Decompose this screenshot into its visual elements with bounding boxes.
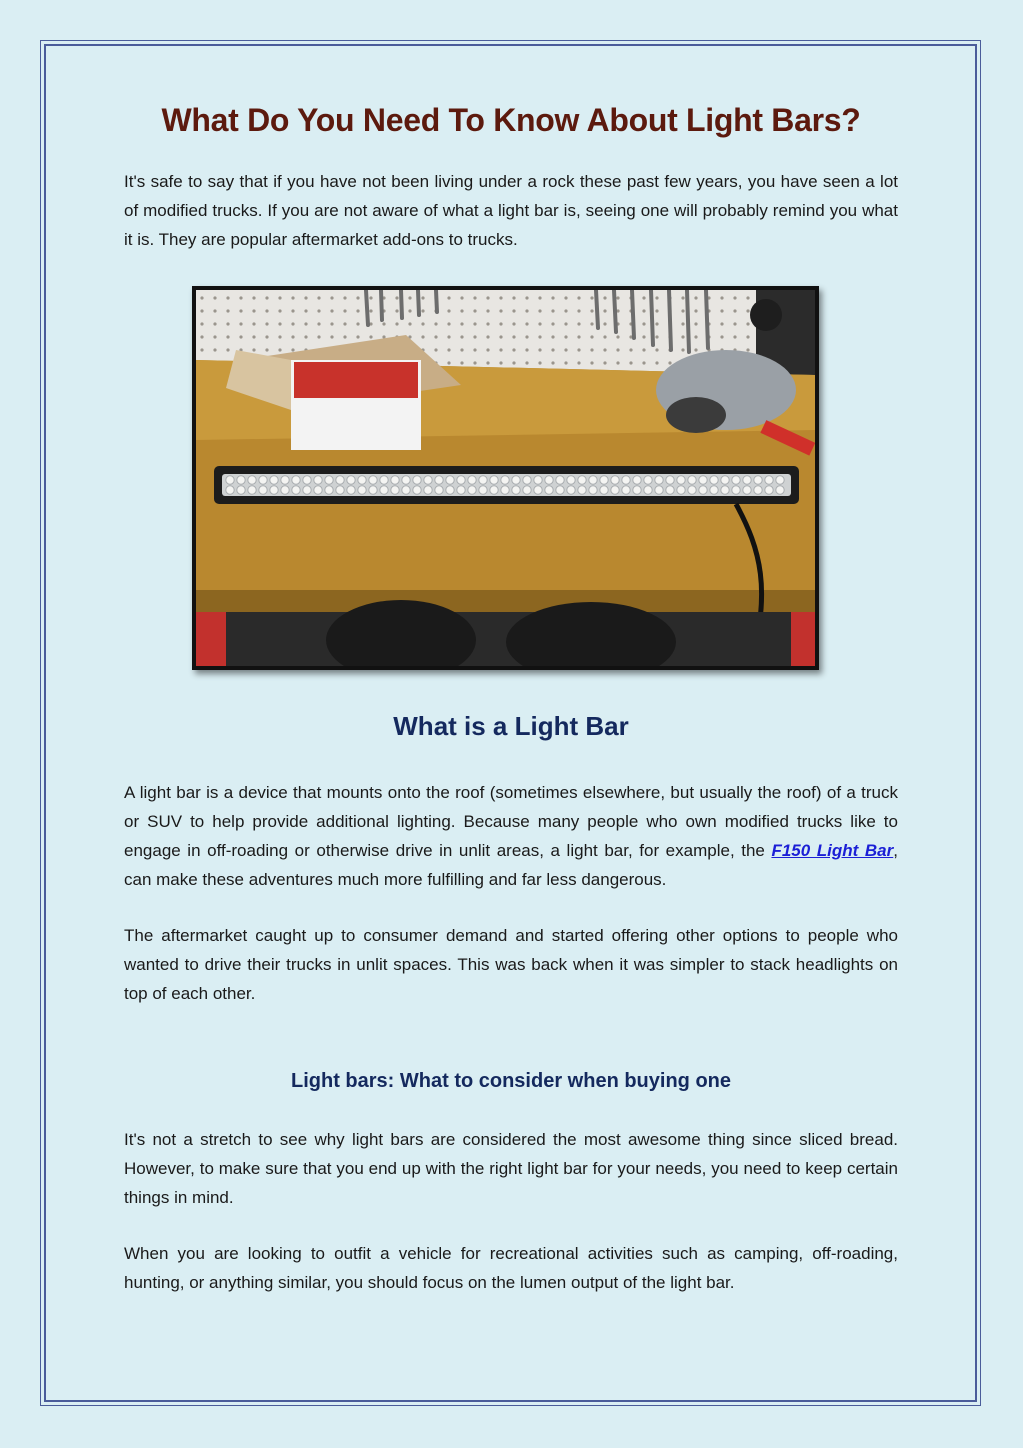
page-title: What Do You Need To Know About Light Bars? (161, 102, 861, 138)
f150-light-bar-link[interactable]: F150 Light Bar (771, 841, 894, 860)
paragraph-text: , can make these adventures much more fulfilling and far less dangerous. (124, 841, 898, 889)
document-body (124, 96, 898, 254)
section-subheading: Light bars: What to consider when buying one (291, 1070, 731, 1092)
paragraph-text: A light bar is a device that mounts onto the roof (sometimes elsewhere, but usually the roof) of a truck or SUV to help provide additional lighting. Because many people who own modified trucks like to engage in off-roading or otherwise drive in unlit areas, a light bar, for example, the (124, 783, 898, 860)
intro-paragraph: It's safe to say that if you have not been living under a rock these past few years, you have seen a lot of modified trucks. If you are not aware of what a light bar is, seeing one will probably remind you what it is. They are popular aftermarket add-ons to trucks. (124, 172, 898, 249)
section-heading: What is a Light Bar (393, 711, 629, 741)
paragraph (124, 778, 898, 894)
paragraph: The aftermarket caught up to consumer demand and started offering other options to people who wanted to drive their trucks in unlit spaces. This was back when it was simpler to stack headlights on top of each other. (124, 926, 898, 1003)
light-bar-photo-illustration (196, 290, 815, 666)
paragraph: It's not a stretch to see why light bars are considered the most awesome thing since sliced bread. However, to make sure that you end up with the right light bar for your needs, you need to keep certain things in mind. (124, 1130, 898, 1207)
section-buying-considerations (124, 1066, 898, 1297)
light-bar-photo (192, 286, 819, 670)
section-what-is-light-bar (124, 706, 898, 1008)
paragraph: When you are looking to outfit a vehicle for recreational activities such as camping, off-roading, hunting, or anything similar, you should focus on the lumen output of the light bar. (124, 1244, 898, 1292)
